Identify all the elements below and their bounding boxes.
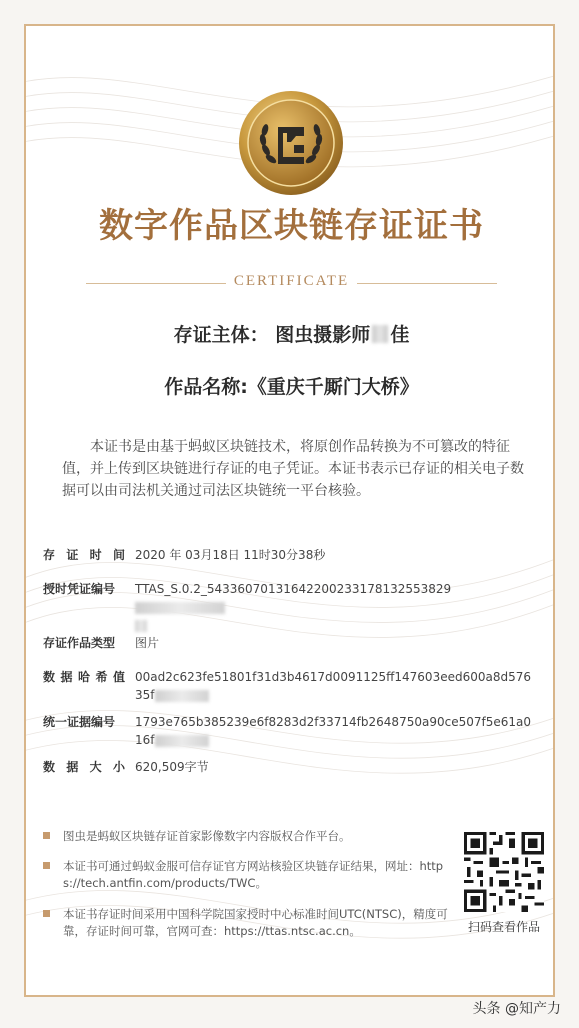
redacted-value-block [155,735,209,747]
work-label: 作品名称: [164,376,248,398]
field-label: 存证时间 [43,548,125,562]
certificate-title: 数字作品区块链存证证书 [99,206,484,246]
qr-code-icon[interactable] [464,832,544,912]
holder-label: 存证主体： [173,324,269,346]
note-text: 图虫是蚂蚁区块链存证首家影像数字内容版权合作平台。 [63,829,351,843]
field-label: 统一证据编号 [43,715,116,729]
note-bullet [43,910,50,917]
field-value-wrap [135,713,537,749]
holder-name: 图虫摄影师 [275,324,371,346]
field-value-wrap [135,580,537,634]
field-value: 图片 [135,636,160,650]
gold-medal-logo-icon [238,90,344,196]
field-label: 数据哈希值 [43,670,125,684]
source-watermark: 头条 @知产力 [472,1001,561,1017]
field-value: 620,509字节 [135,760,209,774]
field-value: 2020 年 03月18日 11时30分38秒 [135,548,326,562]
redacted-value-block [135,602,225,614]
field-label: 授时凭证编号 [43,582,116,596]
note-text: 本证书可通过蚂蚁金服可信存证官方网站核验区块链存证结果，网址：https://tech.antfin.com/products/TWC。 [63,859,444,890]
subtitle-divider-right [357,283,497,284]
note-bullet [43,862,50,869]
redacted-value-block [135,620,147,632]
field-value: 00ad2c623fe51801f31d3b4617d0091125ff147603eed600a8d57635f [135,670,531,702]
holder-line [26,320,555,347]
certificate-description: 本证书是由基于蚂蚁区块链技术，将原创作品转换为不可篡改的特征值，并上传到区块链进行存证的电子凭证。本证书表示已存证的相关电子数据可以由司法机关通过司法区块链统一平台核验。 [62,439,524,499]
field-label: 数据大小 [43,760,125,774]
field-label: 存证作品类型 [43,636,116,650]
field-value: 1793e765b385239e6f8283d2f33714fb2648750a90ce507f5e61a016f [135,715,531,747]
certificate-card [24,24,555,997]
redacted-name-block [372,325,388,343]
field-value-wrap [135,668,537,704]
work-name: 《重庆千厮门大桥》 [247,376,419,398]
note-bullet [43,832,50,839]
work-line [26,372,555,399]
note-text: 本证书存证时间采用中国科学院国家授时中心标准时间UTC(NTSC)，精度可靠，存证时间可靠，官网可查：https://ttas.ntsc.ac.cn。 [63,907,448,938]
holder-suffix: 佳 [390,324,410,346]
field-value: TTAS_S.0.2_54336070131642200233178132553829 [135,582,452,596]
redacted-value-block [155,690,209,702]
qr-label: 扫码查看作品 [467,920,540,934]
certificate-subtitle: CERTIFICATE [233,273,350,289]
